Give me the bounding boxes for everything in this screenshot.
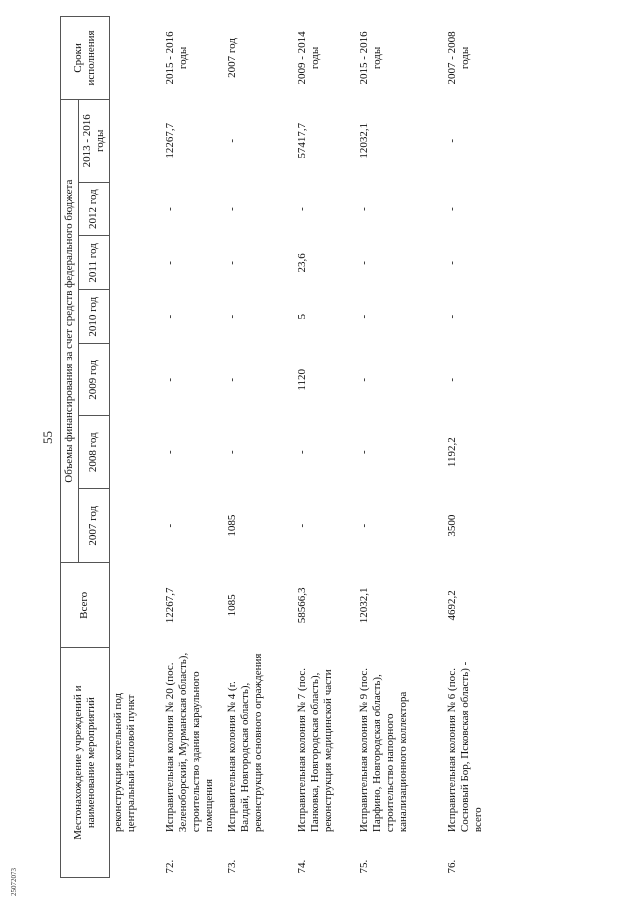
header-funding: Объемы финансирования за счет средств федерального бюджета bbox=[61, 99, 79, 563]
row-2012 bbox=[109, 182, 162, 236]
header-year-2009: 2009 год bbox=[78, 344, 109, 416]
row-2011: - bbox=[357, 261, 370, 265]
row-name: Исправительная колония № 4 (г. Валдай, Новгородская область), реконструкция основного ограждения bbox=[225, 653, 264, 833]
header-year-2013-2016: 2013 - 2016 годы bbox=[78, 99, 109, 182]
header-year-2011: 2011 год bbox=[78, 236, 109, 290]
header-location: Местонахождение учреждений и наименование мероприятий bbox=[61, 648, 110, 878]
row-number: 76. bbox=[445, 859, 458, 874]
row-2009: - bbox=[225, 377, 238, 382]
table-header bbox=[61, 17, 110, 878]
header-year-2008: 2008 год bbox=[78, 416, 109, 488]
row-2013-2016: 57417,7 bbox=[295, 122, 308, 159]
row-name: Исправительная колония № 9 (пос. Парфино, Новгородская область), строительство напорного канализационного коллектора bbox=[357, 667, 409, 833]
row-name: Исправительная колония № 7 (пос. Панковка, Новгородская область), реконструкция медицинской части bbox=[295, 667, 334, 833]
row-2008: - bbox=[357, 450, 370, 455]
header-year-2012: 2012 год bbox=[78, 182, 109, 236]
document-code: 25072073 bbox=[10, 868, 18, 896]
row-2009 bbox=[109, 344, 162, 416]
row-name: реконструкция котельной под центральный тепловой пункт bbox=[111, 692, 137, 833]
row-2008: - bbox=[163, 450, 176, 455]
row-2011: 23,6 bbox=[295, 253, 308, 273]
table-body bbox=[109, 17, 532, 878]
row-2012: - bbox=[225, 207, 238, 211]
rotated-table-container bbox=[60, 16, 564, 878]
row-2013-2016: 12267,7 bbox=[163, 122, 176, 159]
row-2013-2016: 12032,1 bbox=[357, 122, 370, 159]
row-2010: 5 bbox=[295, 313, 308, 320]
row-2007: - bbox=[357, 523, 370, 528]
row-2007: - bbox=[163, 523, 176, 528]
row-2008 bbox=[109, 416, 162, 488]
table-row bbox=[224, 17, 294, 878]
row-2010: - bbox=[357, 314, 370, 319]
row-2012: - bbox=[357, 207, 370, 211]
row-deadline: 2009 - 2014 годы bbox=[295, 31, 321, 85]
row-2009: - bbox=[163, 377, 176, 382]
row-number: 75. bbox=[357, 859, 370, 874]
row-2013-2016: - bbox=[445, 138, 458, 143]
row-deadline: 2007 год bbox=[225, 38, 238, 78]
row-2008: - bbox=[295, 450, 308, 455]
header-year-2010: 2010 год bbox=[78, 290, 109, 344]
row-2008: - bbox=[225, 450, 238, 455]
row-2007 bbox=[109, 488, 162, 563]
row-deadline bbox=[109, 17, 162, 100]
row-2008: 1192,2 bbox=[445, 437, 458, 468]
row-2007: - bbox=[295, 523, 308, 528]
row-2013-2016 bbox=[109, 99, 162, 182]
row-2011: - bbox=[163, 261, 176, 265]
table-row bbox=[356, 17, 444, 878]
row-deadline: 2015 - 2016 годы bbox=[357, 31, 383, 85]
row-number bbox=[109, 836, 162, 877]
row-total: 12032,1 bbox=[357, 587, 370, 624]
table-row bbox=[444, 17, 532, 878]
table-row bbox=[109, 17, 162, 878]
row-2012: - bbox=[295, 207, 308, 211]
row-2010 bbox=[109, 290, 162, 344]
row-name: Исправительная колония № 20 (пос. Зеленоборский, Мурманская область), строительство здания караульного помещения bbox=[163, 652, 215, 833]
row-2012: - bbox=[163, 207, 176, 211]
row-2011 bbox=[109, 236, 162, 290]
header-total: Всего bbox=[61, 563, 110, 648]
row-2010: - bbox=[445, 314, 458, 319]
row-deadline: 2007 - 2008 годы bbox=[445, 31, 471, 85]
row-2009: - bbox=[445, 377, 458, 382]
page-number: 55 bbox=[40, 431, 55, 444]
table-row bbox=[162, 17, 224, 878]
header-year-2007: 2007 год bbox=[78, 488, 109, 563]
row-2009: - bbox=[357, 377, 370, 382]
row-2009: 1120 bbox=[295, 369, 308, 391]
row-2010: - bbox=[163, 314, 176, 319]
row-2011: - bbox=[225, 261, 238, 265]
row-number: 73. bbox=[225, 859, 238, 874]
row-total bbox=[109, 563, 162, 648]
row-total: 58566,3 bbox=[295, 587, 308, 624]
row-name: Исправительная колония № 6 (пос. Сосновый Бор, Псковская область) - всего bbox=[445, 661, 484, 833]
row-2012: - bbox=[445, 207, 458, 211]
row-total: 4692,2 bbox=[445, 590, 458, 621]
row-2011: - bbox=[445, 261, 458, 265]
row-deadline: 2015 - 2016 годы bbox=[163, 31, 189, 85]
header-deadlines: Сроки исполнения bbox=[61, 17, 110, 100]
row-2013-2016: - bbox=[225, 138, 238, 143]
budget-table bbox=[60, 16, 532, 878]
row-number: 74. bbox=[295, 859, 308, 874]
row-2007: 1085 bbox=[225, 514, 238, 537]
table-row bbox=[294, 17, 356, 878]
row-total: 1085 bbox=[225, 594, 238, 617]
row-2010: - bbox=[225, 314, 238, 319]
row-2007: 3500 bbox=[445, 514, 458, 537]
row-total: 12267,7 bbox=[163, 587, 176, 624]
row-number: 72. bbox=[163, 859, 176, 874]
